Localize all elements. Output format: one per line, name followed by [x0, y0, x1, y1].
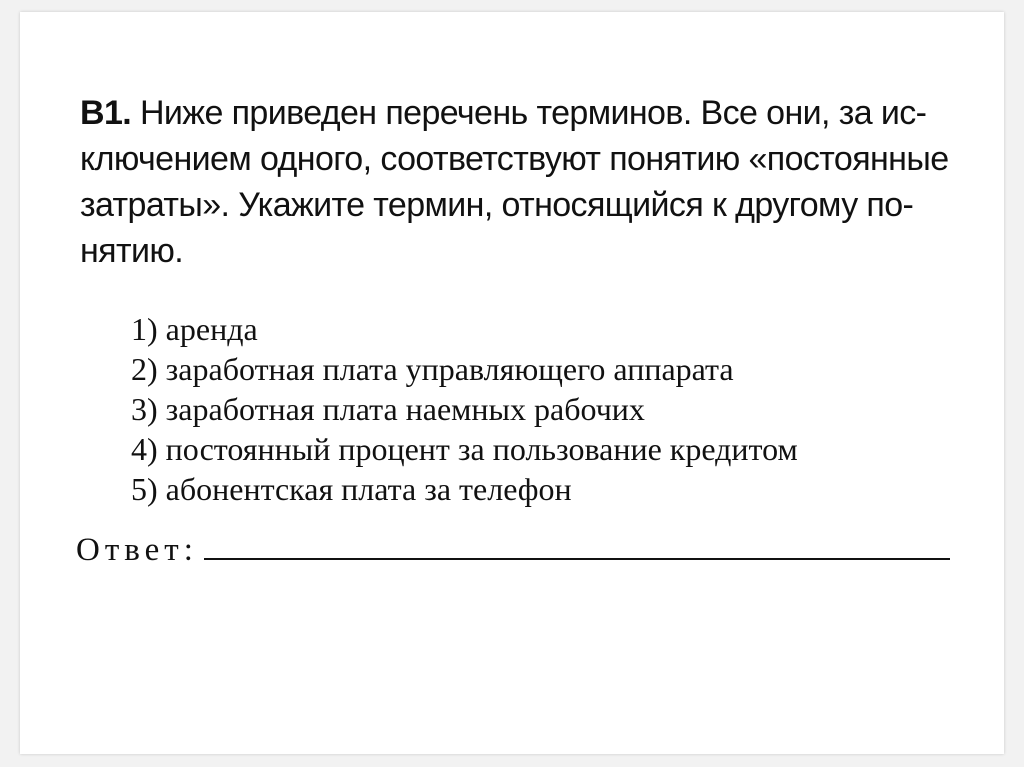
slide-page — [20, 12, 1004, 754]
question-line-3: затраты». Укажите термин, относящийся к другому по- — [80, 186, 914, 224]
question-line-2: ключением одного, соответствуют понятию «постоянные — [80, 140, 949, 178]
option-1: 1) аренда — [131, 311, 258, 347]
question-line-1 — [80, 90, 985, 136]
option-3: 3) заработная плата наемных рабочих — [131, 391, 645, 427]
question-line-1-text: Ниже приведен перечень терминов. Все они, за ис- — [131, 94, 927, 132]
option-4: 4) постоянный процент за пользование кредитом — [131, 431, 798, 467]
answer-options-list — [131, 309, 798, 509]
question-number: B1. — [80, 94, 132, 132]
answer-blank-line[interactable] — [204, 530, 950, 560]
question-line-4: нятию. — [80, 232, 184, 270]
option-2: 2) заработная плата управляющего аппарата — [131, 351, 734, 387]
answer-label: Ответ: — [76, 532, 198, 568]
question-text — [80, 90, 985, 274]
answer-row — [76, 530, 950, 570]
option-5: 5) абонентская плата за телефон — [131, 471, 572, 507]
